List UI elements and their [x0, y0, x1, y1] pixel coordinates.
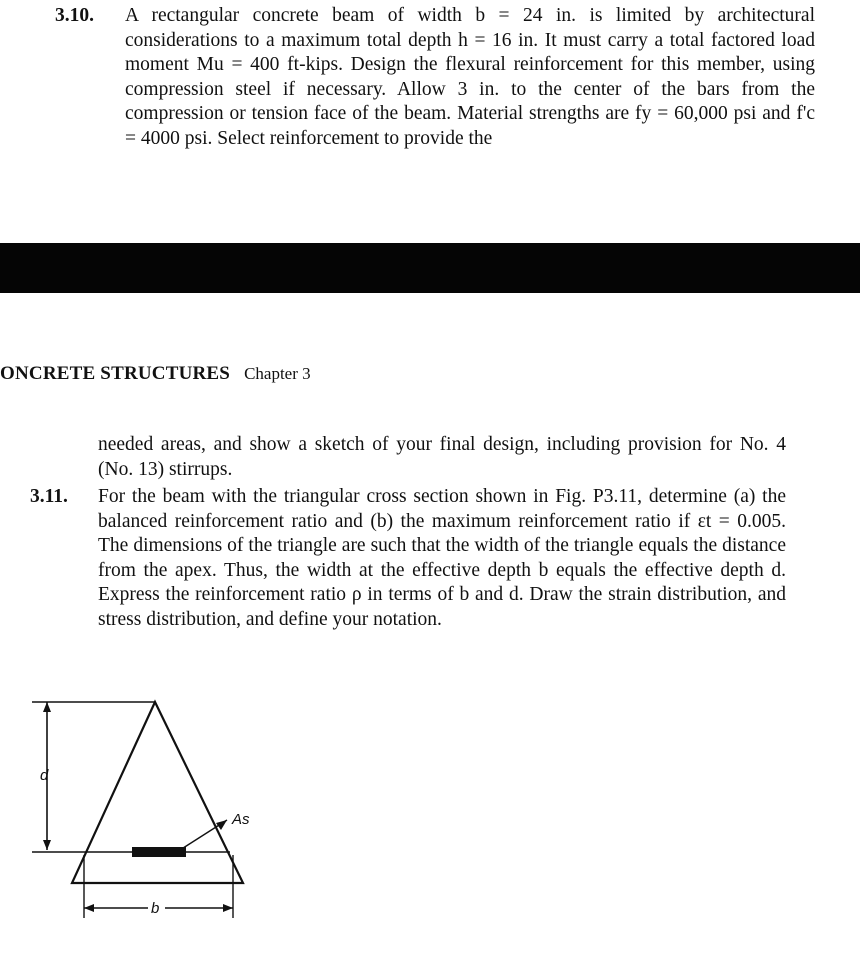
label-b: b — [151, 900, 160, 917]
problem-text: A rectangular concrete beam of width b = 24 in. is limited by architectural considerations to a maximum total depth h = 16 in. It must carry a total factored load moment Mu = 400 ft-kips. Design the flexural reinforcement for this member, using compression steel if necessary. Allow 3 in. to the center of the bars from the compression or tension face of the beam. Material strengths are fy = 60,000 psi and f'c = 4000 psi. Select reinforcement to provide the — [125, 5, 815, 149]
problem-number: 3.11. — [30, 486, 68, 507]
arrow-left — [84, 904, 94, 912]
problem-text: For the beam with the triangular cross section shown in Fig. P3.11, determine (a) the balanced reinforcement ratio and (b) the maximum reinforcement ratio if εt = 0.005. The dimensions of the triangle are such that the width of the triangle equals the distance from the apex. Thus, the width at the effective depth b equals the effective depth d. Express the reinforcement ratio ρ in terms of b and d. Draw the strain distribution, and stress distribution, and define your notation. — [98, 486, 786, 630]
arrow-up — [43, 702, 51, 712]
header-chapter: Chapter 3 — [244, 364, 311, 383]
arrow-down — [43, 840, 51, 850]
arrow-right — [223, 904, 233, 912]
problem-number: 3.10. — [55, 5, 94, 26]
reinforcement-bar — [132, 847, 186, 857]
page-header — [0, 363, 311, 385]
triangular-beam-figure — [30, 690, 290, 930]
label-d: d — [40, 767, 49, 784]
scan-black-band — [0, 243, 860, 293]
header-title: ONCRETE STRUCTURES — [0, 363, 231, 384]
label-As: As — [232, 811, 250, 828]
problem-text: needed areas, and show a sketch of your final design, including provision for No. 4 (No. 13) stirrups. — [98, 434, 786, 480]
